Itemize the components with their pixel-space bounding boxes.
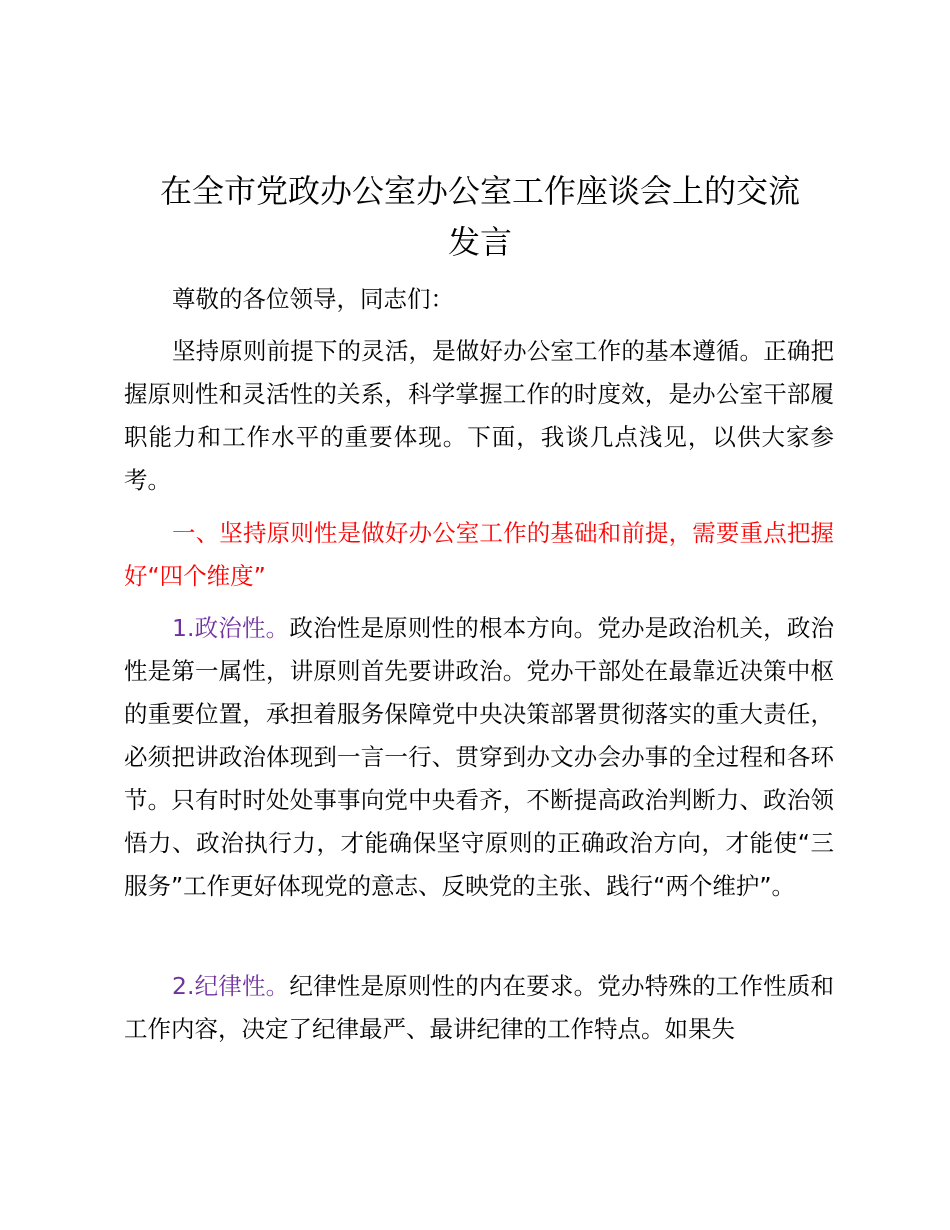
item-2-label: 2.纪律性。 <box>172 972 290 1000</box>
item-2-paragraph <box>124 965 834 1051</box>
item-1-paragraph <box>124 607 834 908</box>
document-title-line-1: 在全市党政办公室办公室工作座谈会上的交流 <box>159 172 800 210</box>
item-2-text: 纪律性是原则性的内在要求。党办特殊的工作性质和工作内容，决定了纪律最严、最讲纪律的工作特点。如果失 <box>124 972 835 1043</box>
salutation: 尊敬的各位领导，同志们： <box>172 285 454 313</box>
intro-paragraph: 坚持原则前提下的灵活，是做好办公室工作的基本遵循。正确把握原则性和灵活性的关系，科学掌握工作的时度效，是办公室干部履职能力和工作水平的重要体现。下面，我谈几点浅见，以供大家参考。 <box>124 337 834 494</box>
item-1-text: 政治性是原则性的根本方向。党办是政治机关，政治性是第一属性，讲原则首先要讲政治。党办干部处在最靠近决策中枢的重要位置，承担着服务保障党中央决策部署贯彻落实的重大责任，必须把讲政治体现到一言一行、贯穿到办文办会办事的全过程和各环节。只有时时处处事事向党中央看齐，不断提高政治判断力、政治领悟力、政治执行力，才能确保坚守原则的正确政治方向，才能使“三服务”工作更好体现党的意志、反映党的主张、践行“两个维护”。 <box>124 614 835 900</box>
document-title-line-2: 发言 <box>447 223 512 261</box>
item-1-label: 1.政治性。 <box>172 614 290 642</box>
section-1-heading: 一、坚持原则性是做好办公室工作的基础和前提，需要重点把握好“四个维度” <box>124 519 834 590</box>
